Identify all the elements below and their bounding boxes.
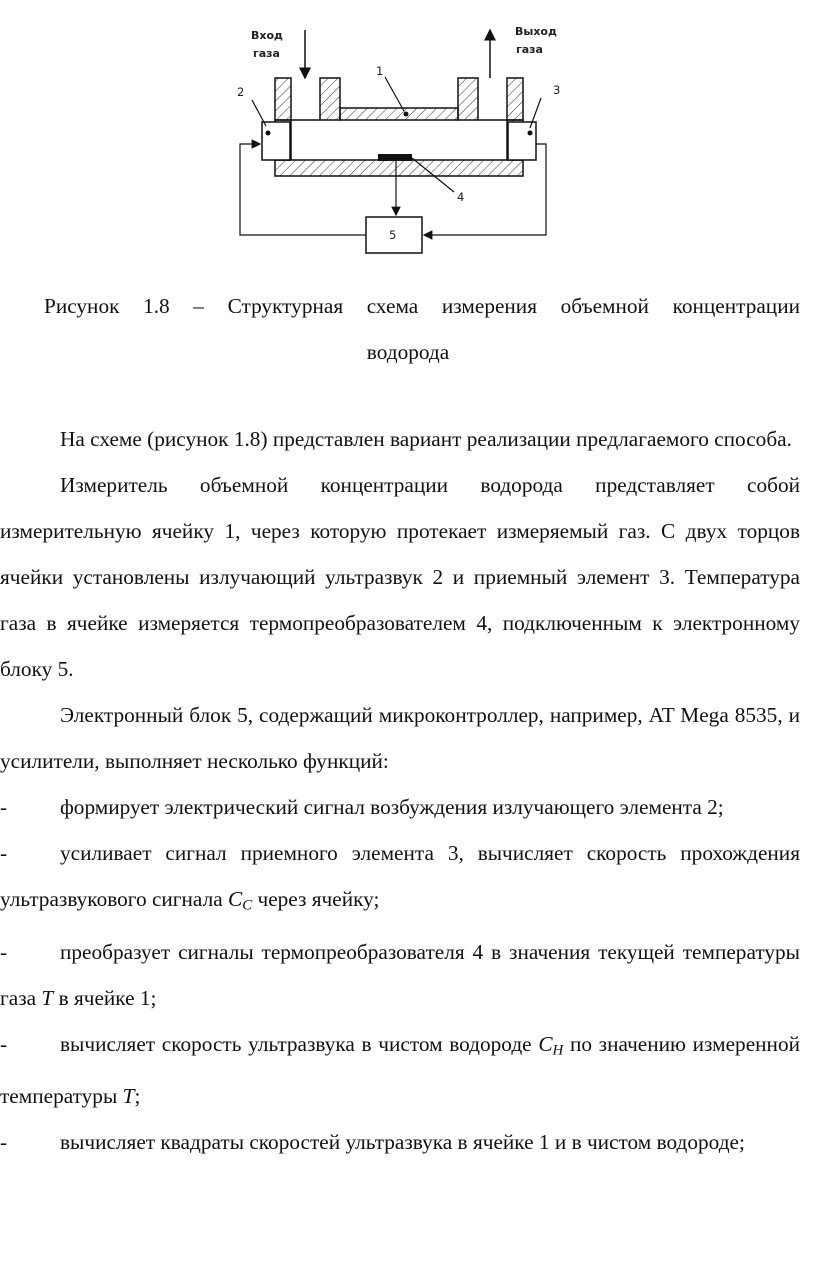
list-item-text: через ячейку; bbox=[252, 887, 380, 911]
label-3: 3 bbox=[553, 83, 561, 97]
list-item bbox=[0, 784, 800, 830]
paragraph-1: На схеме (рисунок 1.8) представлен вариант реализации предлагаемого способа. bbox=[60, 427, 792, 451]
variable-t: T bbox=[41, 985, 54, 1010]
variable-c: C bbox=[227, 887, 243, 911]
subscript-h: H bbox=[552, 1042, 564, 1059]
list-item-text: преобразует сигналы термопреобразователя 4 в значения текущей температуры газа bbox=[0, 939, 800, 1010]
variable-c: C bbox=[538, 1031, 553, 1056]
thermoconverter-4 bbox=[378, 154, 412, 161]
gas-outlet-label-line2: газа bbox=[516, 43, 543, 56]
label-1: 1 bbox=[376, 64, 384, 78]
list-item bbox=[0, 830, 800, 929]
figure-1-8 bbox=[0, 0, 816, 270]
list-item bbox=[0, 929, 800, 1021]
paragraph-3: Электронный блок 5, содержащий микроконтроллер, например, AT Mega 8535, и усилители, выполняет несколько функций: bbox=[0, 703, 800, 773]
list-item-text: вычисляет квадраты скоростей ультразвука в ячейке 1 и в чистом водороде; bbox=[60, 1130, 745, 1155]
figure-caption bbox=[0, 283, 816, 375]
label-2: 2 bbox=[237, 85, 245, 99]
list-item-text: усиливает сигнал приемного элемента 3, вычисляет скорость прохождения ультразвукового сигнала bbox=[0, 841, 800, 911]
caption-line-2: водорода bbox=[366, 340, 450, 364]
list-item-text: в ячейке 1; bbox=[53, 985, 157, 1010]
list-item-text: формирует электрический сигнал возбуждения излучающего элемента 2; bbox=[60, 795, 724, 819]
gas-inlet-label-line1: Вход bbox=[251, 29, 283, 42]
list-dash: - bbox=[0, 795, 8, 819]
list-item-text: вычисляет скорость ультразвука в чистом водороде bbox=[60, 1031, 539, 1056]
list-item bbox=[0, 1021, 800, 1120]
list-dash: - bbox=[0, 1130, 8, 1155]
emitter-element-2 bbox=[262, 122, 290, 160]
paragraph-2: Измеритель объемной концентрации водорода представляет собой измерительную ячейку 1, через которую протекает измеряемый газ. С двух торцов ячейки установлены излучающий ультразвук 2 и приемный элемент 3. Температура газа в ячейке измеряется термопреобразователем 4, подключенным к электронному блоку 5. bbox=[0, 473, 800, 681]
list-dash: - bbox=[0, 939, 8, 964]
gas-inlet-label-line2: газа bbox=[253, 47, 280, 60]
measurement-scheme-diagram bbox=[0, 0, 816, 270]
measuring-cell-walls bbox=[275, 78, 523, 176]
body-text bbox=[0, 416, 800, 1165]
label-4: 4 bbox=[457, 190, 465, 204]
list-dash: - bbox=[0, 1031, 8, 1056]
list-item-text: по значению измеренной температуры bbox=[0, 1031, 800, 1109]
label-5: 5 bbox=[389, 228, 397, 242]
caption-line-1: Рисунок 1.8 – Структурная схема измерения объемной концентрации bbox=[44, 294, 800, 318]
receiver-element-3 bbox=[508, 122, 536, 160]
subscript-c: C bbox=[242, 897, 253, 914]
list-item-text: ; bbox=[134, 1084, 141, 1109]
gas-outlet-label-line1: Выход bbox=[515, 25, 557, 38]
list-item bbox=[0, 1119, 800, 1165]
list-dash: - bbox=[0, 841, 8, 865]
variable-t: T bbox=[122, 1084, 135, 1109]
